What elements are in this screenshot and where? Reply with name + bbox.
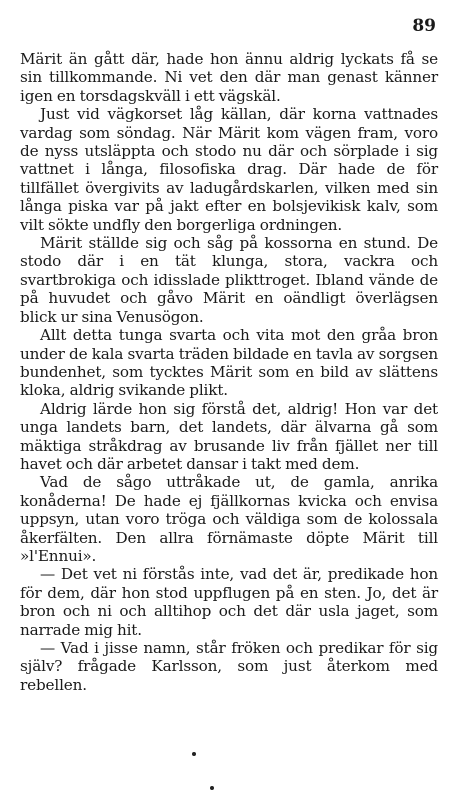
paragraph-2: Just vid vägkorset låg källan, där korna vattnades vardag som söndag. När Märit kom vägen fram, voro de nyss utsläppta och stodo nu där och sörplade i sig vattnet i långa, filosofiska drag. Där hade de för tillfället övergivits av ladugårdskarlen, vilken med sin långa piska var på jakt efter en bolsjevikisk kalv, som vilt sökte undfly den borgerliga ordningen. bbox=[20, 105, 438, 234]
paragraph-7: — Det vet ni förstås inte, vad det är, predikade hon för dem, där hon stod uppflugen på en sten. Jo, det är bron och ni och alltihop och det där usla jaget, som narrade mig hit. bbox=[20, 565, 438, 639]
speck-dot bbox=[192, 752, 196, 756]
speck-dot bbox=[210, 786, 214, 790]
paragraph-1: Märit än gått där, hade hon ännu aldrig lyckats få se sin tillkommande. Ni vet den där man genast känner igen en torsdagskväll i ett vägskäl. bbox=[20, 50, 438, 105]
paragraph-8: — Vad i jisse namn, står fröken och predikar för sig själv? frågade Karlsson, som just återkom med rebellen. bbox=[20, 639, 438, 694]
paragraph-3: Märit ställde sig och såg på kossorna en stund. De stodo där i en tät klunga, stora, vackra och svartbrokiga och idisslade plikttroget. Ibland vände de på huvudet och gåvo Märit en oändligt överlägsen blick ur sina Venusögon. bbox=[20, 234, 438, 326]
body-text bbox=[20, 50, 438, 694]
page-number: 89 bbox=[412, 16, 436, 36]
paragraph-4: Allt detta tunga svarta och vita mot den gråa bron under de kala svarta träden bildade en tavla av sorgsen bundenhet, som tycktes Märit som en bild av slättens kloka, aldrig svikande plikt. bbox=[20, 326, 438, 400]
paragraph-5: Aldrig lärde hon sig förstå det, aldrig! Hon var det unga landets barn, det landets, där älvarna gå som mäktiga stråkdrag av brusande liv från fjället ner till havet och där arbetet dansar i takt med dem. bbox=[20, 399, 438, 473]
paragraph-6: Vad de sågo uttråkade ut, de gamla, anrika konåderna! De hade ej fjällkornas kvicka och envisa uppsyn, utan voro tröga och väldiga som de kolossala åkerfälten. Den allra förnämaste döpte Märit till »l'Ennui». bbox=[20, 473, 438, 565]
print-specks bbox=[0, 740, 462, 800]
